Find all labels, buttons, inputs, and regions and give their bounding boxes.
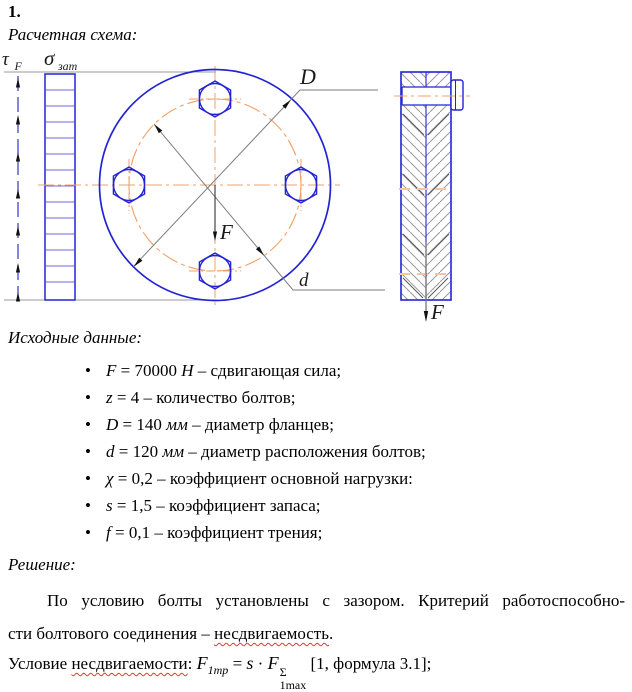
list-item: • d = 120 мм – диаметр расположения болтов; xyxy=(0,438,632,465)
problem-number: 1. xyxy=(8,2,21,21)
formula-F1: F xyxy=(196,653,208,673)
condition-formula-line: Условие несдвигаемости: $F_{1тр} = s \cdot F$ Σ 1max [1, формула 3.1]; xyxy=(8,653,432,692)
list-item: • F = 70000 Н – сдвигающая сила; xyxy=(0,357,632,384)
list-item: • z = 4 – количество болтов; xyxy=(0,384,632,411)
misspelled-word: несдвигаемость xyxy=(214,624,329,643)
dimension-line-d xyxy=(154,124,385,290)
paragraph-line: сти болтового соединения – несдвигаемость. xyxy=(8,624,334,643)
dimension-line-D xyxy=(134,90,378,267)
bullet-icon: • xyxy=(85,361,91,380)
list-item: • χ = 0,2 – коэффициент основной нагрузки: xyxy=(0,465,632,492)
solution-paragraph xyxy=(8,584,625,650)
force-arrow-front xyxy=(213,185,217,241)
given-data-list xyxy=(0,357,632,546)
given-data-heading: Исходные данные: xyxy=(8,328,143,347)
bullet-icon: • xyxy=(85,442,91,461)
solution-heading: Решение: xyxy=(8,555,76,574)
formula-supsub: Σ 1max xyxy=(279,665,307,692)
tau-label: τ xyxy=(2,52,9,70)
list-item: • f = 0,1 – коэффициент трения; xyxy=(0,519,632,546)
bullet-icon: • xyxy=(85,523,91,542)
list-item: • D = 140 мм – диаметр фланцев; xyxy=(0,411,632,438)
sigma-label: σ xyxy=(44,52,55,70)
shear-stress-arrows xyxy=(16,76,20,302)
tau-sub-label: F xyxy=(14,59,22,73)
dim-d-label: d xyxy=(299,270,309,291)
sigma-sub-label: зат xyxy=(58,59,78,73)
force-front-label: F xyxy=(220,220,233,244)
bullet-icon: • xyxy=(85,496,91,515)
bullet-icon: • xyxy=(85,469,91,488)
dim-D-label: D xyxy=(300,64,316,89)
bullet-icon: • xyxy=(85,415,91,434)
flange-side-view xyxy=(394,72,470,322)
bullet-icon: • xyxy=(85,388,91,407)
preload-stress-bar xyxy=(45,74,75,300)
paragraph-line: По условию болты установлены с зазором. Критерий работоспособно- xyxy=(47,591,625,610)
calculation-scheme-drawing xyxy=(0,52,632,326)
misspelled-word: несдвигаемости xyxy=(71,654,188,673)
bolt-head xyxy=(451,80,463,110)
force-side-label: F xyxy=(431,300,444,324)
flange-front-view xyxy=(38,66,385,306)
formula-F2: F xyxy=(267,653,279,673)
list-item: • s = 1,5 – коэффициент запаса; xyxy=(0,492,632,519)
scheme-caption: Расчетная схема: xyxy=(8,25,138,44)
